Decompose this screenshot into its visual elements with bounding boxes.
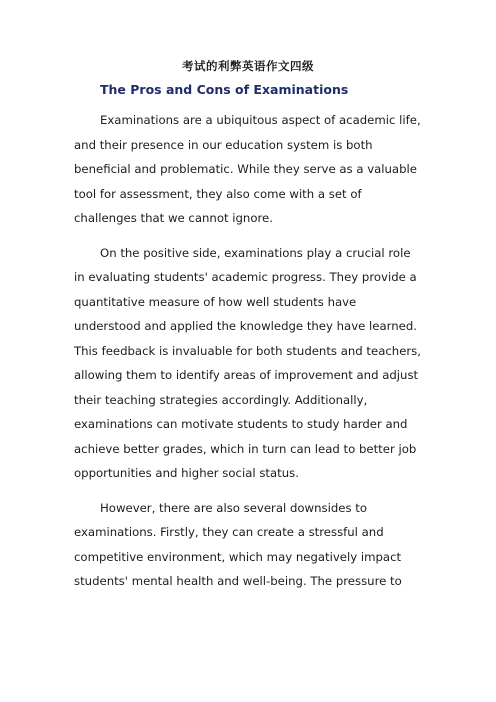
document-title: 考试的利弊英语作文四级 <box>182 59 314 73</box>
paragraph-cons: However, there are also several downsides to examinations. Firstly, they can create a stressful and competitive environment, which may negatively impact students' mental health and well-being. The pressure to <box>74 500 402 588</box>
paragraph-pros: On the positive side, examinations play a crucial role in evaluating students' academic progress. They provide a quantitative measure of how well students have understood and applied the knowledge they have learned. This feedback is invaluable for both students and teachers, allowing them to identify areas of improvement and adjust their teaching strategies accordingly. Additionally, examinations can motivate students to study harder and achieve better grades, which in turn can lead to better job opportunities and higher social status. <box>74 245 421 480</box>
paragraph-intro: Examinations are a ubiquitous aspect of academic life, and their presence in our education system is both beneficial and problematic. While they serve as a valuable tool for assessment, they also come with a set of challenges that we cannot ignore. <box>74 113 421 225</box>
essay-heading: The Pros and Cons of Examinations <box>100 82 349 97</box>
